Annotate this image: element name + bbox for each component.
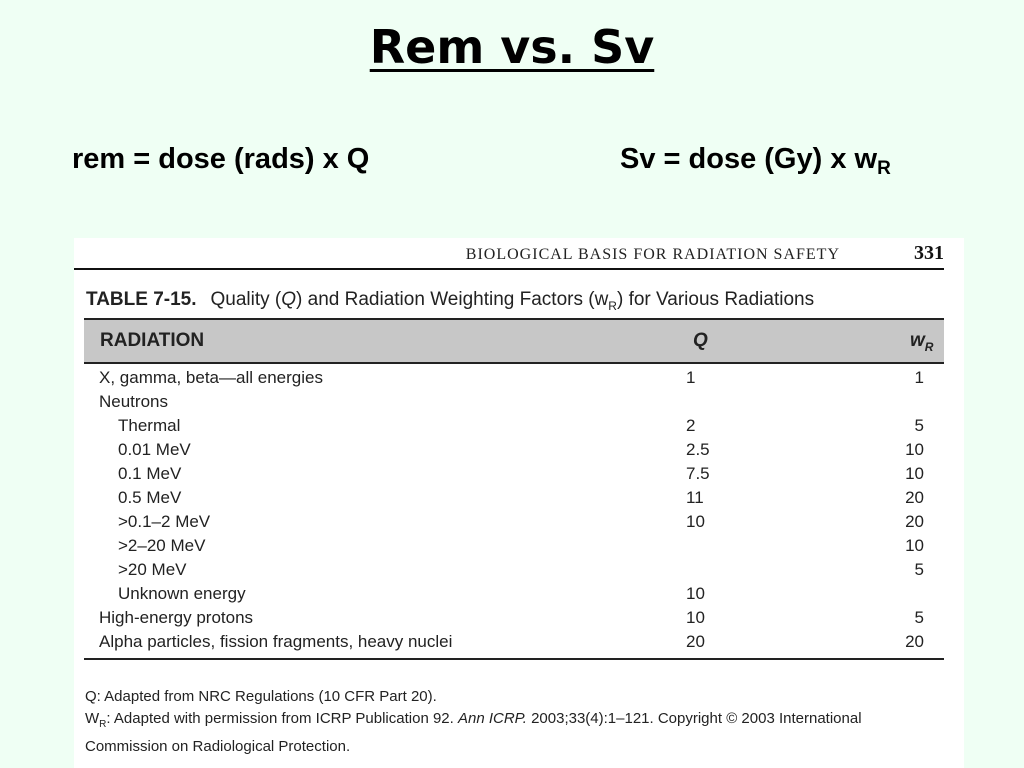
row-q-value: 11: [686, 488, 704, 507]
row-label: >20 MeV: [118, 560, 187, 579]
table-row: [74, 512, 944, 536]
row-label: >0.1–2 MeV: [118, 512, 211, 531]
row-label: Unknown energy: [118, 584, 246, 603]
row-label: 0.5 MeV: [118, 488, 182, 507]
table-number: TABLE 7-15.: [86, 289, 197, 310]
row-q-value: 10: [686, 608, 705, 627]
table-row: [74, 560, 944, 584]
table-header: [84, 318, 944, 364]
note-q: Q: Adapted from NRC Regulations (10 CFR Part 20).: [85, 688, 437, 705]
row-wr-value: 20: [905, 488, 924, 507]
row-wr-value: 20: [905, 632, 924, 651]
row-wr-value: 5: [914, 560, 924, 579]
sv-formula: [620, 143, 891, 180]
table-row: [74, 608, 944, 632]
book-header: [74, 238, 944, 270]
row-label: X, gamma, beta—all energies: [99, 368, 323, 387]
rem-formula: rem = dose (rads) x Q: [72, 143, 370, 175]
row-wr-value: 20: [905, 512, 924, 531]
note-wr-continued: Commission on Radiological Protection.: [85, 738, 351, 755]
table-row: [74, 536, 944, 560]
header-wr-subscript: R: [924, 339, 934, 354]
running-header: BIOLOGICAL BASIS FOR RADIATION SAFETY: [465, 246, 840, 263]
table-row: [74, 368, 944, 392]
caption-subscript: R: [608, 298, 617, 313]
row-wr-value: 10: [905, 464, 924, 483]
row-label: 0.1 MeV: [118, 464, 182, 483]
row-q-value: 10: [686, 512, 705, 531]
table-row: [74, 392, 944, 416]
caption-part-2: ) and Radiation Weighting Factors (w: [296, 289, 609, 310]
table-row: [74, 632, 944, 656]
table-row: [74, 416, 944, 440]
page-number: 331: [914, 242, 944, 264]
table-row: [74, 464, 944, 488]
caption-part-1: Quality (: [210, 289, 282, 310]
table-bottom-rule: [84, 658, 944, 660]
header-q: Q: [693, 330, 708, 351]
note-wr-w: W: [85, 710, 100, 727]
row-label: Alpha particles, fission fragments, heavy nuclei: [99, 632, 453, 651]
note-wr: [85, 708, 955, 736]
slide-title-text: Rem vs. Sv: [369, 20, 655, 74]
row-q-value: 7.5: [686, 464, 710, 483]
sv-formula-subscript: R: [877, 158, 891, 179]
table-notes: [85, 686, 955, 758]
row-label: Thermal: [118, 416, 181, 435]
note-wr-citation: 2003;33(4):1–121. Copyright © 2003 International: [526, 710, 862, 727]
row-wr-value: 5: [914, 608, 924, 627]
row-label: >2–20 MeV: [118, 536, 206, 555]
caption-part-3: ) for Various Radiations: [616, 289, 815, 310]
header-wr: [910, 330, 933, 354]
table-row: [74, 440, 944, 464]
row-label: Neutrons: [99, 392, 168, 411]
row-wr-value: 10: [905, 440, 924, 459]
row-q-value: 1: [686, 368, 696, 387]
row-q-value: 2: [686, 416, 696, 435]
row-q-value: 2.5: [686, 440, 710, 459]
note-journal: Ann ICRP.: [457, 710, 527, 727]
sv-formula-main: Sv = dose (Gy) x w: [620, 143, 878, 175]
textbook-excerpt: [74, 238, 964, 768]
table-row: [74, 584, 944, 608]
row-wr-value: 1: [914, 368, 924, 387]
row-q-value: 20: [686, 632, 705, 651]
row-q-value: 10: [686, 584, 705, 603]
table-row: [74, 488, 944, 512]
note-wr-subscript: R: [99, 719, 107, 730]
row-wr-value: 5: [914, 416, 924, 435]
slide-title: [0, 20, 1024, 74]
row-label: High-energy protons: [99, 608, 254, 627]
header-radiation: RADIATION: [100, 330, 205, 351]
row-wr-value: 10: [905, 536, 924, 555]
note-wr-text: : Adapted with permission from ICRP Publication 92.: [106, 710, 458, 727]
table-caption: [86, 289, 814, 313]
row-label: 0.01 MeV: [118, 440, 191, 459]
header-wr-main: w: [910, 330, 925, 351]
caption-q: Q: [281, 289, 297, 310]
